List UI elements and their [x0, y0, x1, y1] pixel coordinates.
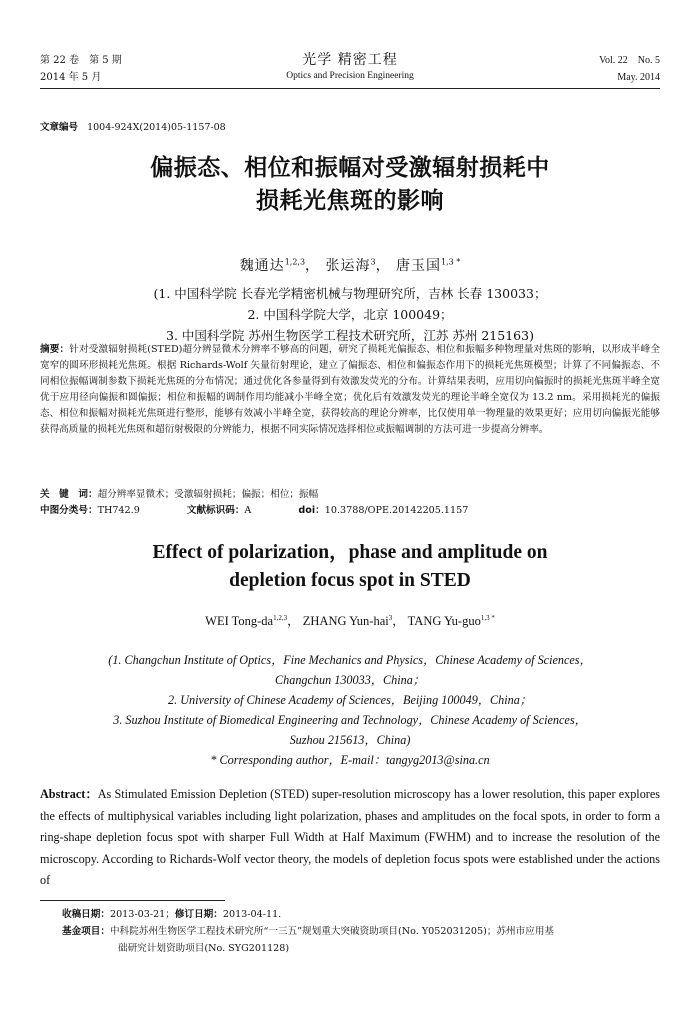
journal-name-cn: 光学 精密工程	[302, 52, 398, 68]
author-affil-mark: 3	[370, 257, 376, 267]
author-name: ZHANG Yun-hai	[302, 614, 389, 628]
author-affil-mark: 1,3 *	[480, 613, 495, 622]
doi-value: 10.3788/OPE.20142205.1157	[324, 505, 469, 516]
journal-name-en: Optics and Precision Engineering	[286, 71, 414, 81]
author-affil-mark: 1,2,3	[273, 613, 288, 622]
header-rule	[40, 88, 660, 89]
funding-text: 中科院苏州生物医学工程技术研究所“一三五”规划重大突破资助项目(No. Y052031205)；苏州市应用基	[109, 926, 555, 937]
abstract-en-label: Abstract：	[40, 787, 98, 801]
doi	[298, 505, 490, 516]
title-cn-line: 偏振态、相位和振幅对受激辐射损耗中	[150, 155, 550, 181]
date-cn: 2014 年 5 月	[40, 72, 102, 83]
author-affil-mark: 3	[388, 613, 393, 622]
revised-date: 2013-04-11.	[222, 909, 282, 920]
author-sep: ，	[305, 258, 321, 274]
affiliation-line: 3. Suzhou Institute of Biomedical Engineering and Technology，Chinese Academy of Sciences，	[113, 713, 587, 727]
affiliation-line: 2. 中国科学院大学，北京 100049；	[247, 307, 453, 322]
affiliation-line: Changchun 130033，China；	[275, 673, 425, 687]
affiliations-en	[40, 650, 660, 770]
clc-value: TH742.9	[97, 505, 140, 516]
clc-code	[40, 505, 162, 516]
funding-label: 基金项目：	[62, 926, 110, 937]
dates-line	[62, 906, 660, 923]
affiliation-line: (1. 中国科学院 长春光学精密机械与物理研究所，吉林 长春 130033；	[153, 286, 547, 301]
document-code	[187, 505, 274, 516]
doi-label: doi：	[298, 505, 325, 516]
volume-issue-en: Vol. 22 No. 5	[599, 55, 660, 66]
author-name: 魏通达	[239, 258, 285, 274]
received-date: 2013-03-21；	[109, 909, 175, 920]
abstract-cn-text: 针对受激辐射损耗(STED)超分辨显微术分辨率不够高的问题，研究了损耗光偏振态、相位和振幅多种物理量对焦斑的影响，以形成半峰全宽窄的圆环形损耗光焦斑。根据 Richards-Wolf 矢量衍射理论，建立了偏振态、相位和偏振态作用下的损耗光焦斑模型；计算了不同偏振态、不同相位振幅调制参数下损耗光焦斑的分布情况；通过优化各参量得到有效激发荧光的分布。计算结果表明，应用切向偏振时的损耗光焦斑半峰全宽优于应用径向偏振和圆偏振；相位和振幅的调制作用均能减小半峰全宽；优化后有效激发荧光的理论半峰全宽仅为 13.2 nm。采用损耗光的偏振态、相位和振幅对损耗光焦斑进行整形，能够有效减小半峰全宽，获得较高的理论分辨率，比仅使用单一物理量的效果更好；应用切向偏振光能够获得高质量的损耗光焦斑和超衍射极限的分辨能力，根据不同实际情况选择相位或振幅调制的方法可进一步提高分辨率。	[40, 344, 661, 435]
running-header	[40, 52, 660, 86]
received-label: 收稿日期：	[62, 909, 110, 920]
affiliation-line: Suzhou 215613，China)	[289, 733, 411, 747]
keywords-cn-text: 超分辨率显微术；受激辐射损耗；偏振；相位；振幅	[97, 489, 319, 500]
author-sep: ，	[392, 614, 405, 628]
footnote-rule	[40, 900, 225, 901]
keywords-cn-label: 关 键 词：	[40, 489, 98, 500]
title-en-line: depletion focus spot in STED	[229, 570, 471, 591]
abstract-cn-label: 摘要：	[40, 344, 70, 355]
abstract-en	[40, 784, 660, 892]
article-number-label: 文章编号	[40, 122, 79, 133]
author-name: 张运海	[325, 258, 371, 274]
title-en	[60, 539, 640, 595]
author-name: 唐玉国	[396, 258, 442, 274]
affiliation-line: 2. University of Chinese Academy of Sciences，Beijing 100049，China；	[168, 693, 532, 707]
funding-line	[62, 923, 660, 940]
revised-label: 修订日期：	[174, 909, 223, 920]
author-affil-mark: 1,2,3	[284, 257, 306, 267]
header-right	[599, 52, 660, 86]
keywords-cn	[40, 486, 660, 500]
title-en-line: Effect of polarization，phase and amplitude on	[152, 542, 548, 563]
doc-value: A	[244, 505, 252, 516]
abstract-en-text: As Stimulated Emission Depletion (STED) super-resolution microscopy has a lower resolution, this paper explores the effects of multiphysical variables including light polarization, phases and amplitudes on the focal spots, in order to form a ring-shape depletion focus spot with sharper Full Width at Half Maximum (FWHM) and to increase the resolution of the microscopy. According to Richards-Wolf vector theory, the models of depletion focus spots were established under the actions of	[40, 787, 661, 887]
clc-label: 中图分类号：	[40, 505, 98, 516]
author-sep: ，	[375, 258, 391, 274]
date-en: May. 2014	[617, 72, 660, 83]
abstract-cn	[40, 342, 660, 438]
doc-label: 文献标识码：	[186, 505, 245, 516]
title-cn-line: 损耗光焦斑的影响	[256, 188, 444, 214]
title-cn	[60, 152, 640, 218]
funding-line-cont: 础研究计划资助项目(No. SYG201128)	[118, 943, 290, 954]
footnotes	[62, 906, 660, 957]
classification	[40, 502, 660, 516]
header-journal	[40, 52, 660, 84]
affiliation-line: 3. 中国科学院 苏州生物医学工程技术研究所，江苏 苏州 215163)	[166, 328, 534, 343]
author-name: TANG Yu-guo	[407, 614, 481, 628]
affiliations-cn	[60, 283, 640, 346]
authors-cn	[60, 255, 640, 275]
volume-issue-cn: 第 22 卷 第 5 期	[40, 55, 122, 66]
author-affil-mark: 1,3 *	[441, 257, 461, 267]
affiliation-line: (1. Changchun Institute of Optics，Fine Mechanics and Physics，Chinese Academy of Sciences，	[108, 653, 592, 667]
article-number	[40, 119, 226, 133]
article-number-value: 1004-924X(2014)05-1157-08	[87, 122, 226, 133]
corresponding-author: * Corresponding author，E-mail：tangyg2013@sina.cn	[210, 753, 490, 767]
author-sep: ，	[287, 614, 300, 628]
author-name: WEI Tong-da	[205, 614, 274, 628]
authors-en	[60, 611, 640, 629]
